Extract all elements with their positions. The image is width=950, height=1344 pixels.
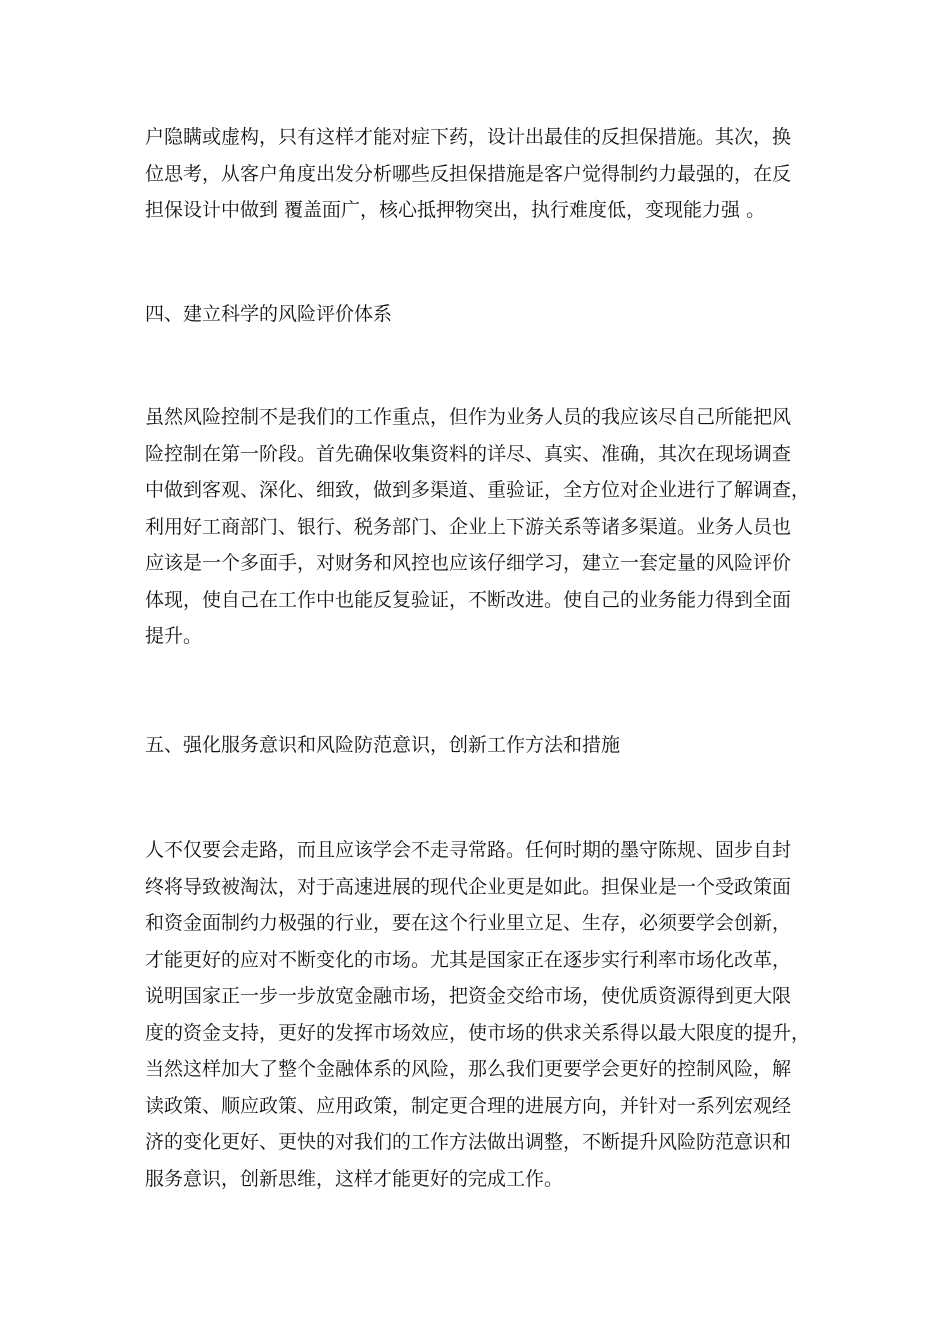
text-line: 当然这样加大了整个金融体系的风险，那么我们更要学会更好的控制风险，解 — [145, 1058, 792, 1080]
text-line: 虽然风险控制不是我们的工作重点，但作为业务人员的我应该尽自己所能把风 — [145, 406, 792, 428]
text-line: 提升。 — [145, 625, 203, 647]
text-line: 人不仅要会走路，而且应该学会不走寻常路。任何时期的墨守陈规、固步自封 — [145, 839, 792, 861]
paragraph-innovation — [145, 832, 815, 1197]
text-line: 体现，使自己在工作中也能反复验证，不断改进。使自己的业务能力得到全面 — [145, 588, 792, 611]
text-line: 济的变化更好、更快的对我们的工作方法做出调整，不断提升风险防范意识和 — [145, 1131, 792, 1153]
text-line: 利用好工商部门、银行、税务部门、企业上下游关系等诸多渠道。业务人员也 — [145, 515, 792, 538]
text-line: 位思考，从客户角度出发分析哪些反担保措施是客户觉得制约力最强的，在反 — [145, 162, 792, 185]
text-line: 户隐瞒或虚构，只有这样才能对症下药，设计出最佳的反担保措施。其次，换 — [145, 126, 792, 148]
text-line: 度的资金支持，更好的发挥市场效应，使市场的供求关系得以最大限度的提升， — [145, 1021, 811, 1044]
heading-text: 五、强化服务意识和风险防范意识，创新工作方法和措施 — [145, 734, 621, 756]
text-line: 服务意识，创新思维，这样才能更好的完成工作。 — [145, 1167, 564, 1190]
text-line: 中做到客观、深化、细致，做到多渠道、重验证，全方位对企业进行了解调查， — [145, 479, 811, 501]
text-line: 说明国家正一步一步放宽金融市场，把资金交给市场，使优质资源得到更大限 — [145, 985, 792, 1007]
paragraph-risk-evaluation — [145, 399, 815, 655]
heading-text: 四、建立科学的风险评价体系 — [145, 303, 393, 325]
text-line: 才能更好的应对不断变化的市场。尤其是国家正在逐步实行利率市场化改革， — [145, 948, 792, 971]
text-line: 应该是一个多面手，对财务和风控也应该仔细学习，建立一套定量的风险评价 — [145, 552, 792, 574]
text-line: 读政策、顺应政策、应用政策，制定更合理的进展方向，并针对一系列宏观经 — [145, 1094, 792, 1117]
section-heading-5 — [145, 727, 815, 764]
text-line: 险控制在第一阶段。首先确保收集资料的详尽、真实、准确，其次在现场调查 — [145, 442, 792, 465]
text-line: 终将导致被淘汰，对于高速进展的现代企业更是如此。担保业是一个受政策面 — [145, 875, 792, 898]
section-heading-4 — [145, 296, 815, 333]
text-line: 和资金面制约力极强的行业，要在这个行业里立足、生存，必须要学会创新， — [145, 912, 792, 934]
text-line: 担保设计中做到 覆盖面广，核心抵押物突出，执行难度低，变现能力强 。 — [145, 199, 766, 221]
paragraph-counter-guarantee — [145, 119, 815, 229]
